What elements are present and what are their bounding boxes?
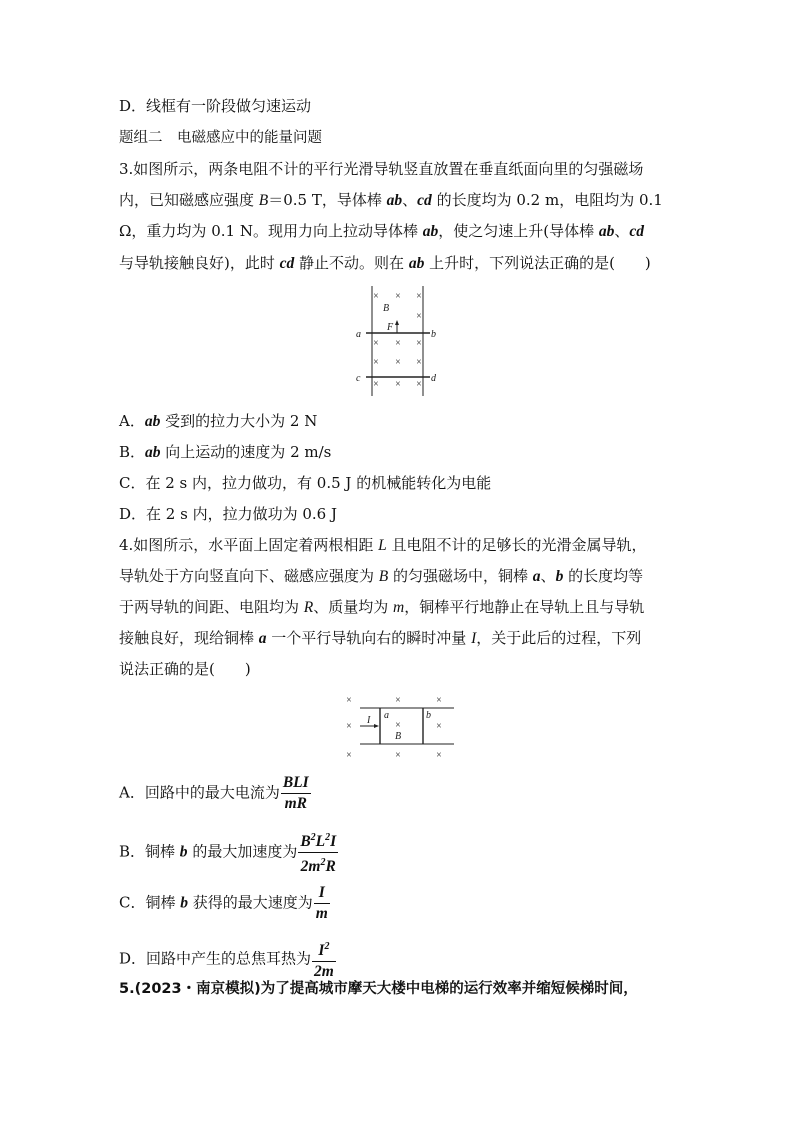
q4-option-b: [119, 828, 338, 877]
exponent: 2: [320, 857, 326, 869]
q4-text: 的长度均等: [563, 567, 644, 585]
num-I: I: [318, 942, 325, 960]
q3-text: ＝0.5 T，导体棒: [268, 191, 387, 209]
cross: ×: [416, 379, 422, 390]
q4-text: 接触良好，现给铜棒: [119, 629, 259, 647]
q4-line-2: [119, 565, 643, 588]
field-crosses: [373, 291, 422, 390]
var-I: I: [471, 630, 477, 647]
exponent: 2: [324, 941, 330, 952]
q3-text: ，使之匀速上升(导体棒: [438, 222, 599, 240]
var-cd: cd: [279, 255, 295, 272]
label-I: I: [367, 715, 371, 726]
q4-text: 、质量均为: [313, 598, 394, 616]
var-ab: ab: [386, 192, 403, 209]
label-F: F: [387, 322, 394, 333]
option-label: A．: [119, 412, 145, 430]
q4-text: 且电阻不计的足够长的光滑金属导轨，: [386, 536, 647, 554]
cross: ×: [346, 695, 352, 706]
denominator: 2m: [314, 963, 334, 981]
var-b: b: [555, 568, 564, 585]
q4-line-1: [119, 534, 647, 557]
q4-line-3: [119, 596, 644, 619]
q4-line-5: 说法正确的是( ): [119, 660, 251, 678]
label-B: B: [383, 303, 390, 314]
q3-text: 内，已知磁感应强度: [119, 191, 259, 209]
group-heading: 题组二 电磁感应中的能量问题: [119, 130, 322, 146]
num-L: L: [315, 833, 326, 851]
num-B: B: [300, 833, 311, 851]
prev-option-d: D．线框有一阶段做匀速运动: [119, 97, 312, 115]
q3-text: 静止不动。则在: [294, 254, 409, 272]
numerator: BLI: [281, 773, 311, 794]
var-ab: ab: [408, 255, 425, 272]
q3-line-3: [119, 220, 644, 243]
q4-figure: [338, 689, 454, 761]
q4-text: 一个平行导轨向右的瞬时冲量: [266, 629, 472, 647]
den-R: R: [325, 858, 336, 876]
q3-text: 、: [402, 191, 418, 209]
var-L: L: [378, 537, 387, 554]
q4-text: 4.如图所示，水平面上固定着两根相距: [119, 536, 379, 554]
q4-option-a: [119, 773, 311, 814]
label-b: b: [426, 710, 431, 721]
q3-option-a: [119, 410, 317, 433]
q3-text: Ω，重力均为 0.1 N。现用力向上拉动导体棒: [119, 222, 423, 240]
cross: ×: [346, 750, 352, 761]
cross: ×: [395, 357, 401, 368]
var-ab: ab: [598, 223, 615, 240]
q4-text: ，铜棒平行地静止在导轨上且与导轨: [404, 598, 645, 616]
cross: ×: [373, 357, 379, 368]
fraction: [314, 883, 330, 924]
var-cd: cd: [417, 192, 432, 209]
q3-option-d: D．在 2 s 内，拉力做功为 0.6 J: [119, 505, 337, 523]
q4-option-c: [119, 883, 330, 924]
q3-text: 的长度均为 0.2 m，电阻均为 0.1: [431, 191, 663, 209]
fraction: [298, 828, 338, 877]
cross: ×: [395, 338, 401, 349]
denominator: [298, 853, 338, 877]
q3-option-c: C．在 2 s 内，拉力做功，有 0.5 J 的机械能转化为电能: [119, 474, 492, 492]
option-text: 获得的最大速度为: [188, 893, 313, 912]
cross: ×: [373, 291, 379, 302]
q4-text: 的匀强磁场中，铜棒: [388, 567, 533, 585]
q3-text: 上升时，下列说法正确的是( ): [424, 254, 651, 272]
q3-line-4: [119, 252, 651, 275]
cross: ×: [395, 379, 401, 390]
q4-option-d: [119, 937, 336, 982]
cross: ×: [395, 750, 401, 761]
option-text: 的最大加速度为: [187, 842, 298, 861]
q4-text: ，关于此后的过程，下列: [476, 629, 642, 647]
var-R: R: [303, 599, 314, 616]
q3-option-b: [119, 441, 331, 464]
fraction: [312, 937, 336, 982]
cross: ×: [373, 379, 379, 390]
q4-text: 导轨处于方向竖直向下、磁感应强度为: [119, 567, 379, 585]
denominator: mR: [284, 795, 307, 812]
cross: ×: [436, 695, 442, 706]
cross: ×: [416, 311, 422, 322]
numerator: [298, 828, 338, 853]
var-a: a: [258, 630, 267, 647]
cross: ×: [416, 357, 422, 368]
q4-line-4: [119, 627, 641, 650]
cross: ×: [373, 338, 379, 349]
label-a: a: [356, 329, 361, 340]
cross: ×: [395, 695, 401, 706]
field-crosses: [346, 695, 442, 761]
numerator: I: [314, 883, 330, 904]
var-ab: ab: [144, 413, 161, 430]
impulse-arrow-head: [374, 724, 379, 728]
force-arrow-head: [395, 320, 399, 325]
var-b: b: [179, 843, 188, 861]
cross: ×: [395, 291, 401, 302]
fraction: [281, 773, 311, 814]
var-a: a: [532, 568, 541, 585]
cross: ×: [416, 338, 422, 349]
exponent: 2: [325, 832, 331, 843]
exponent: 2: [310, 832, 316, 843]
denominator: m: [315, 905, 328, 922]
q5-line-1: 5.(2023・南京模拟)为了提高城市摩天大楼中电梯的运行效率并缩短候梯时间，: [119, 981, 638, 997]
option-text: 向上运动的速度为 2 m/s: [160, 443, 332, 461]
label-a: a: [384, 710, 389, 721]
var-b: b: [180, 894, 188, 912]
q4-text: 于两导轨的间距、电阻均为: [119, 598, 304, 616]
label-B: B: [395, 731, 402, 742]
q3-figure: [350, 286, 445, 396]
option-text: 受到的拉力大小为 2 N: [160, 412, 318, 430]
option-text: A．回路中的最大电流为: [119, 783, 280, 802]
q4-text: 、: [540, 567, 556, 585]
option-text: D．回路中产生的总焦耳热为: [119, 949, 312, 968]
var-B: B: [378, 568, 389, 585]
cross: ×: [346, 721, 352, 732]
option-text: B．铜棒: [119, 842, 180, 861]
cross: ×: [436, 750, 442, 761]
var-ab: ab: [145, 444, 161, 461]
label-b: b: [431, 329, 436, 340]
var-B: B: [258, 192, 269, 209]
numerator: [312, 937, 336, 962]
option-text: C．铜棒: [119, 893, 181, 912]
cross: ×: [436, 721, 442, 732]
cross: ×: [416, 291, 422, 302]
cross: ×: [395, 720, 401, 731]
var-ab: ab: [422, 223, 439, 240]
q3-text: 与导轨接触良好)，此时: [119, 254, 280, 272]
q3-line-2: [119, 189, 663, 212]
option-label: B．: [119, 443, 146, 461]
den-2m: 2m: [300, 858, 321, 876]
label-d: d: [431, 373, 436, 384]
var-m: m: [393, 599, 405, 616]
num-I: I: [330, 833, 337, 851]
var-cd: cd: [629, 223, 645, 240]
label-c: c: [356, 373, 361, 384]
q3-line-1: 3.如图所示，两条电阻不计的平行光滑导轨竖直放置在垂直纸面向里的匀强磁场: [119, 160, 644, 178]
q3-text: 、: [614, 222, 630, 240]
